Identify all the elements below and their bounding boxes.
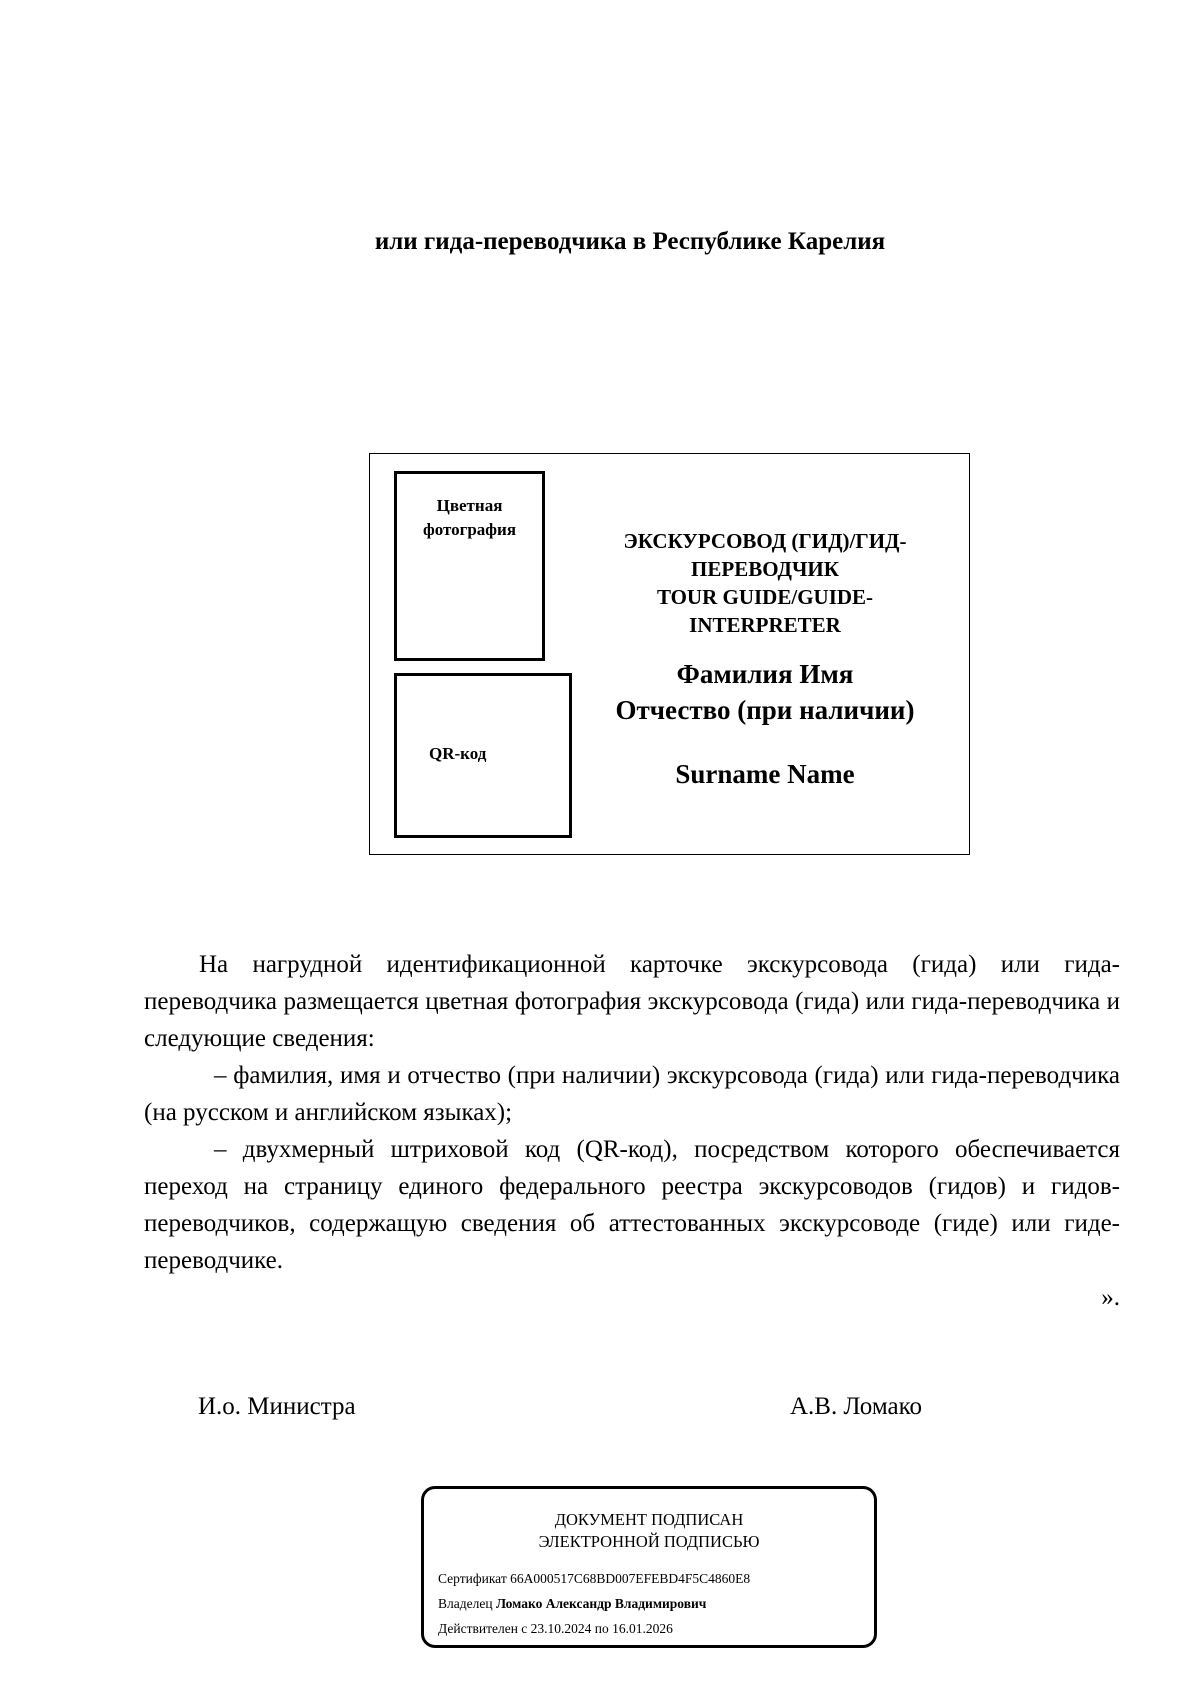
stamp-cert-label: Сертификат bbox=[438, 1571, 507, 1586]
signatory-name: А.В. Ломако bbox=[790, 1393, 922, 1420]
stamp-valid-to: 16.01.2026 bbox=[612, 1621, 673, 1636]
stamp-valid-label: Действителен с bbox=[438, 1621, 528, 1636]
photo-placeholder bbox=[394, 471, 545, 661]
badge-title-line2: ПЕРЕВОДЧИК bbox=[691, 557, 839, 581]
qr-label: QR-код bbox=[429, 744, 487, 763]
badge-name-ru-line1: Фамилия Имя bbox=[676, 659, 854, 689]
stamp-owner-label: Владелец bbox=[438, 1596, 493, 1611]
list-item-name: – фамилия, имя и отчество (при наличии) экскурсовода (гида) или гида-переводчика (на русском и английском языках); bbox=[144, 1062, 1120, 1126]
badge-title-line3: TOUR GUIDE/GUIDE- bbox=[656, 585, 874, 609]
paragraph-intro: На нагрудной идентификационной карточке экскурсовода (гида) или гида-переводчика размещается цветная фотография экскурсовода (гида) или гида-переводчика и следующие сведения: bbox=[144, 951, 1120, 1052]
signatory-position: И.о. Министра bbox=[198, 1393, 356, 1420]
stamp-certificate bbox=[438, 1571, 750, 1587]
stamp-validity bbox=[438, 1621, 673, 1637]
badge-title-line4: INTERPRETER bbox=[689, 613, 841, 637]
badge-name-ru bbox=[585, 656, 945, 728]
stamp-valid-from: 23.10.2024 bbox=[530, 1621, 592, 1636]
electronic-signature-stamp bbox=[421, 1486, 877, 1648]
badge-sample-card bbox=[369, 453, 970, 855]
stamp-cert-value: 66A000517C68BD007EFEBD4F5C4860E8 bbox=[510, 1571, 751, 1586]
photo-label-line2: фотография bbox=[422, 520, 517, 539]
stamp-owner-value: Ломако Александр Владимирович bbox=[495, 1596, 707, 1611]
document-heading: или гида-переводчика в Республике Карелия bbox=[374, 228, 886, 255]
badge-title-line1: ЭКСКУРСОВОД (ГИД)/ГИД- bbox=[623, 529, 907, 553]
stamp-owner bbox=[438, 1596, 706, 1612]
stamp-header-line2: ЭЛЕКТРОННОЙ ПОДПИСЬЮ bbox=[538, 1532, 760, 1551]
list-item-qr: – двухмерный штриховой код (QR-код), посредством которого обеспечивается переход на страницу единого федерального реестра экскурсоводов (гидов) и гидов-переводчиков, содержащую сведения об аттестованных экскурсоводе (гиде) или гиде-переводчике. bbox=[144, 1136, 1120, 1274]
badge-name-ru-line2: Отчество (при наличии) bbox=[615, 695, 915, 725]
stamp-header bbox=[424, 1509, 874, 1553]
stamp-header-line1: ДОКУМЕНТ ПОДПИСАН bbox=[554, 1510, 744, 1529]
badge-name-en: Surname Name bbox=[675, 759, 855, 789]
body-text bbox=[144, 946, 1120, 1316]
closing-quote: ». bbox=[1101, 1284, 1120, 1311]
photo-label-line1: Цветная bbox=[436, 496, 503, 515]
badge-title bbox=[585, 527, 945, 639]
stamp-valid-to-label: по bbox=[594, 1621, 609, 1636]
qr-code-placeholder bbox=[394, 673, 572, 838]
